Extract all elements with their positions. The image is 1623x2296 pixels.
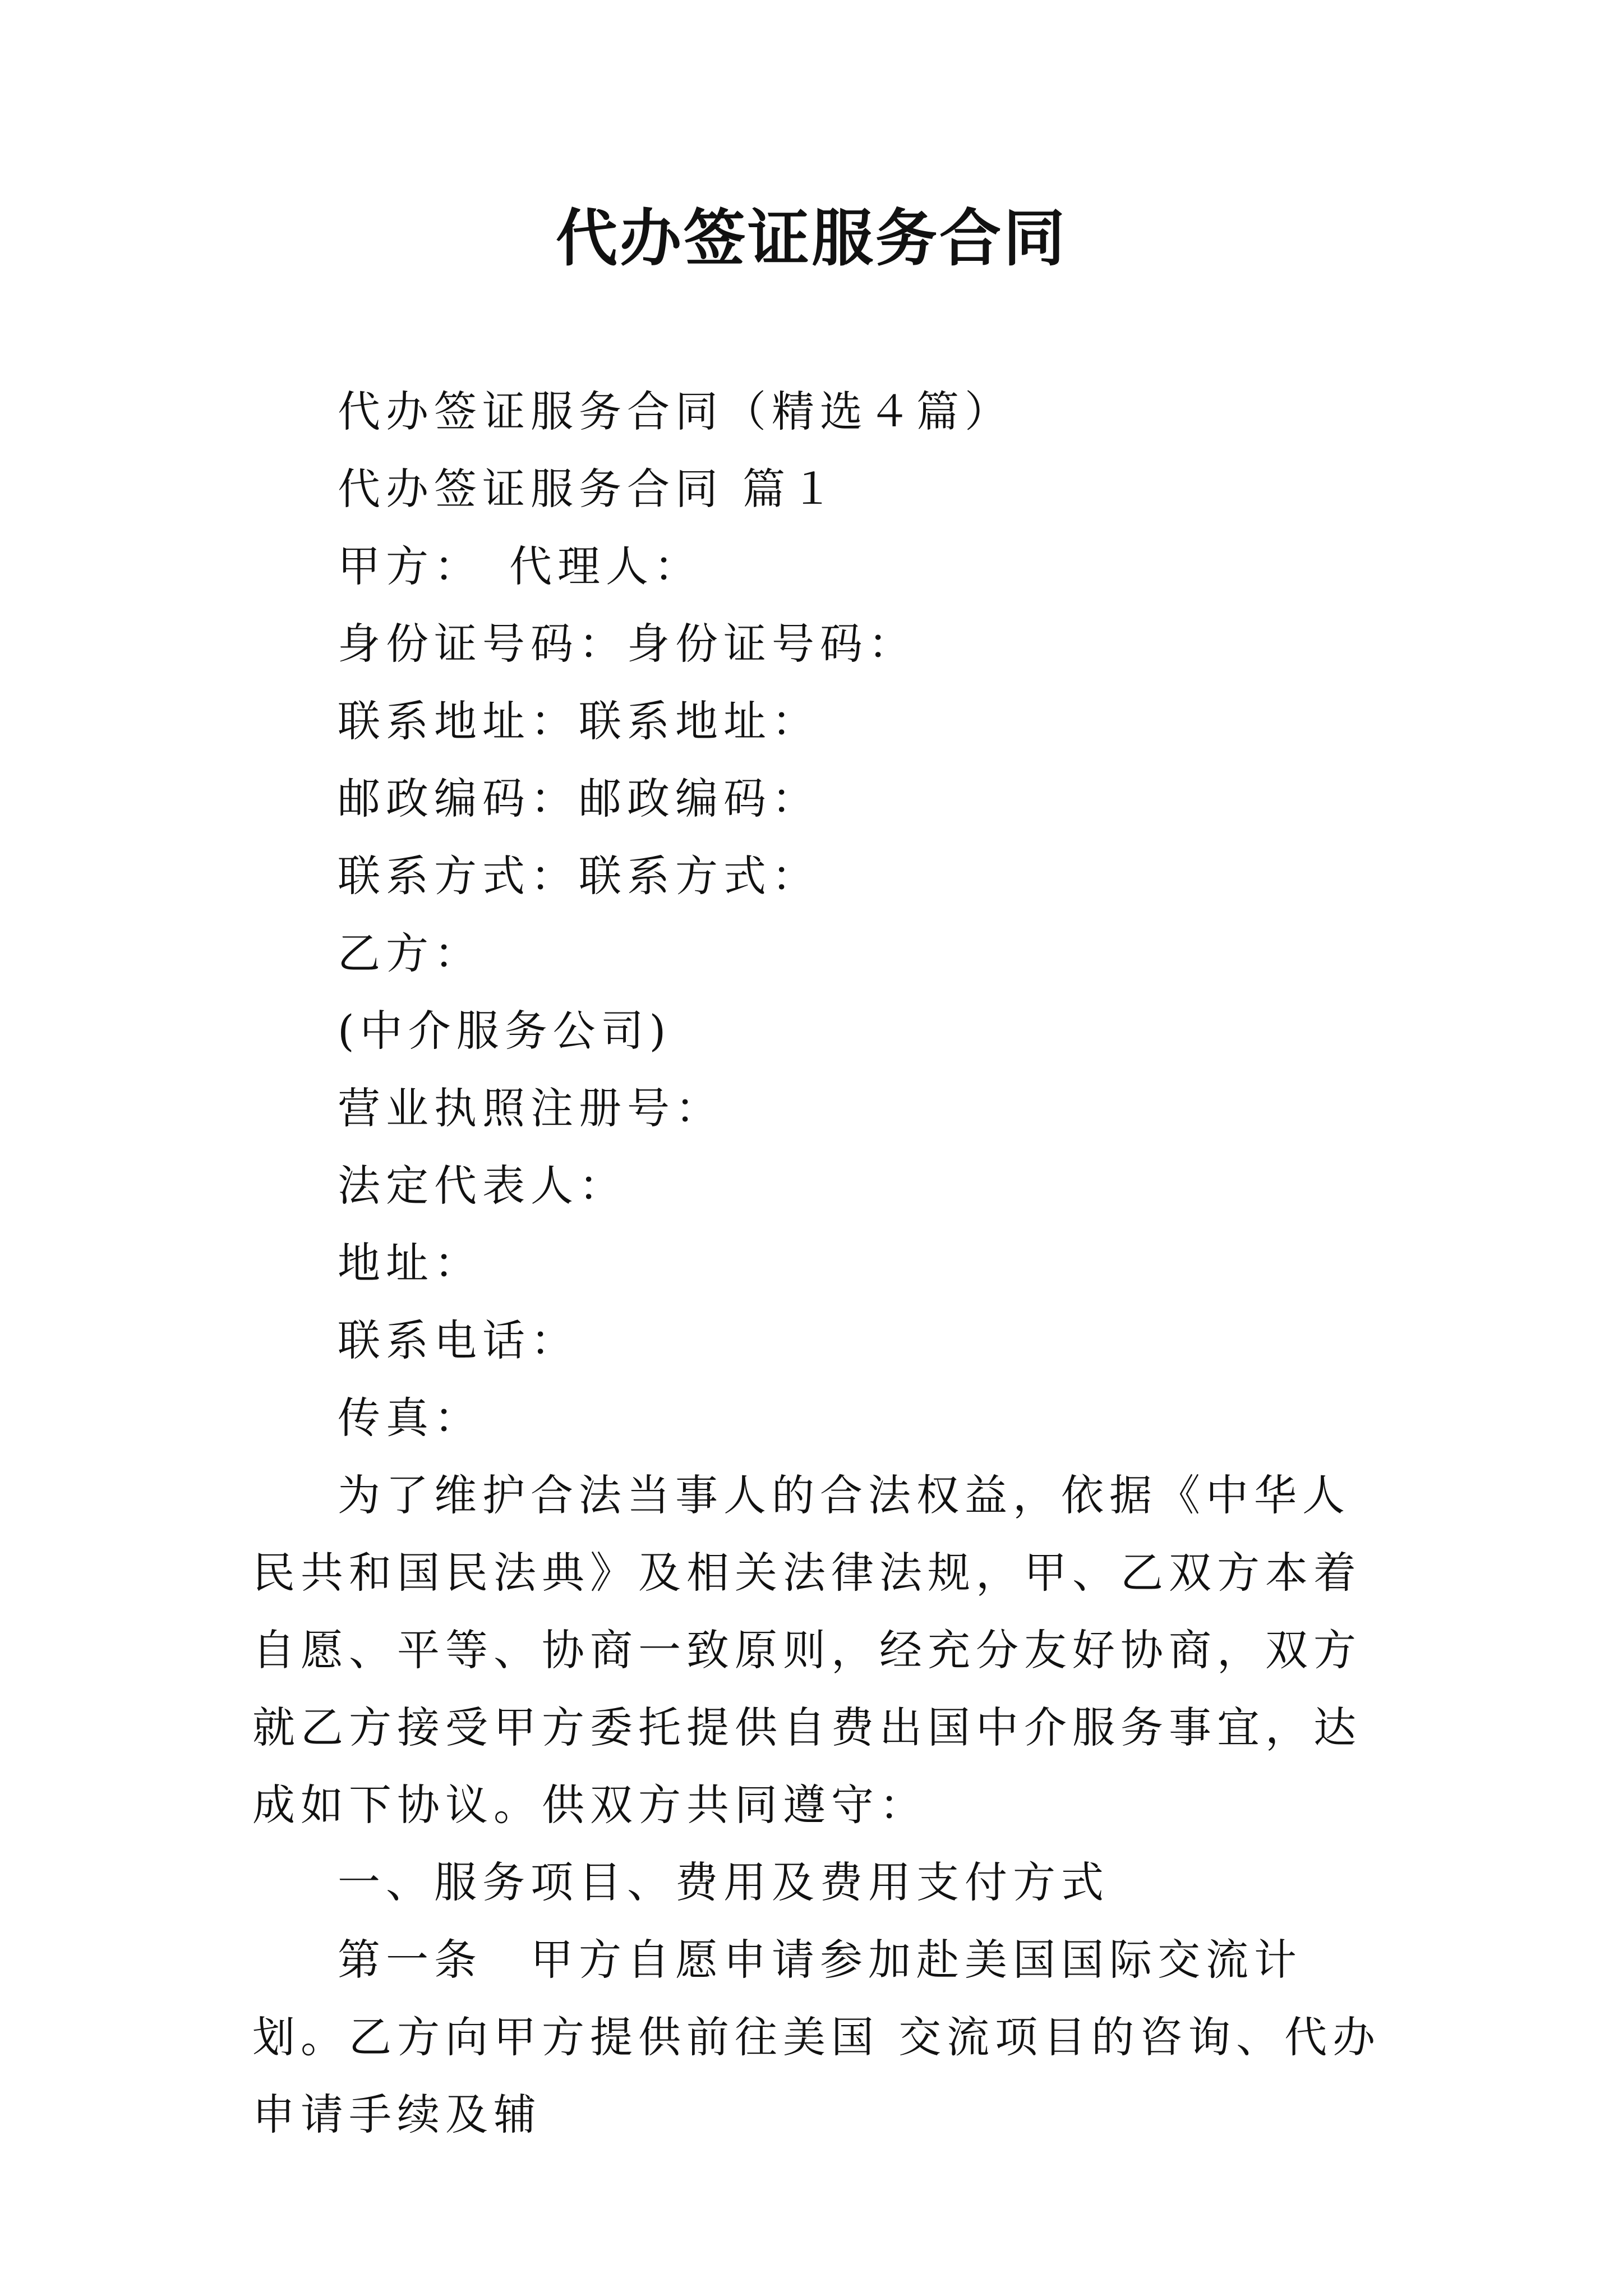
field-contact-method: 联系方式：联系方式：	[338, 851, 820, 901]
document-body	[252, 373, 1396, 2154]
field-party-b: 乙方：	[338, 928, 482, 978]
field-business-license: 营业执照注册号：	[338, 1083, 723, 1133]
field-address: 地址：	[338, 1238, 482, 1288]
field-id-number: 身份证号码：身份证号码：	[338, 619, 916, 669]
field-legal-representative: 法定代表人：	[338, 1161, 627, 1211]
field-agency-note: (中介服务公司)	[338, 1006, 672, 1056]
field-party-a: 甲方： 代理人：	[338, 541, 702, 591]
field-postal-code: 邮政编码：邮政编码：	[338, 774, 820, 823]
document-subtitle: 代办签证服务合同（精选４篇）	[338, 386, 1013, 436]
document-title: 代办签证服务合同	[556, 202, 1067, 274]
preamble-paragraph: 为了维护合法当事人的合法权益，依据《中华人民共和国民法典》及相关法律法规，甲、乙双方本着自愿、平等、协商一致原则，经充分友好协商，双方就乙方接受甲方委托提供自费出国中介服务事宜，达成如下协议。供双方共同遵守：	[252, 1470, 1362, 1830]
article-section-title: 一、服务项目、费用及费用支付方式	[338, 1857, 1109, 1907]
article-1-paragraph: 第一条 甲方自愿申请参加赴美国国际交流计划。乙方向甲方提供前往美国 交流项目的咨询、代办申请手续及辅	[252, 1935, 1381, 2139]
field-contact-address: 联系地址：联系地址：	[338, 696, 820, 746]
field-fax: 传真：	[338, 1393, 482, 1443]
section-heading: 代办签证服务合同 篇１	[338, 464, 840, 514]
field-phone: 联系电话：	[338, 1315, 579, 1365]
